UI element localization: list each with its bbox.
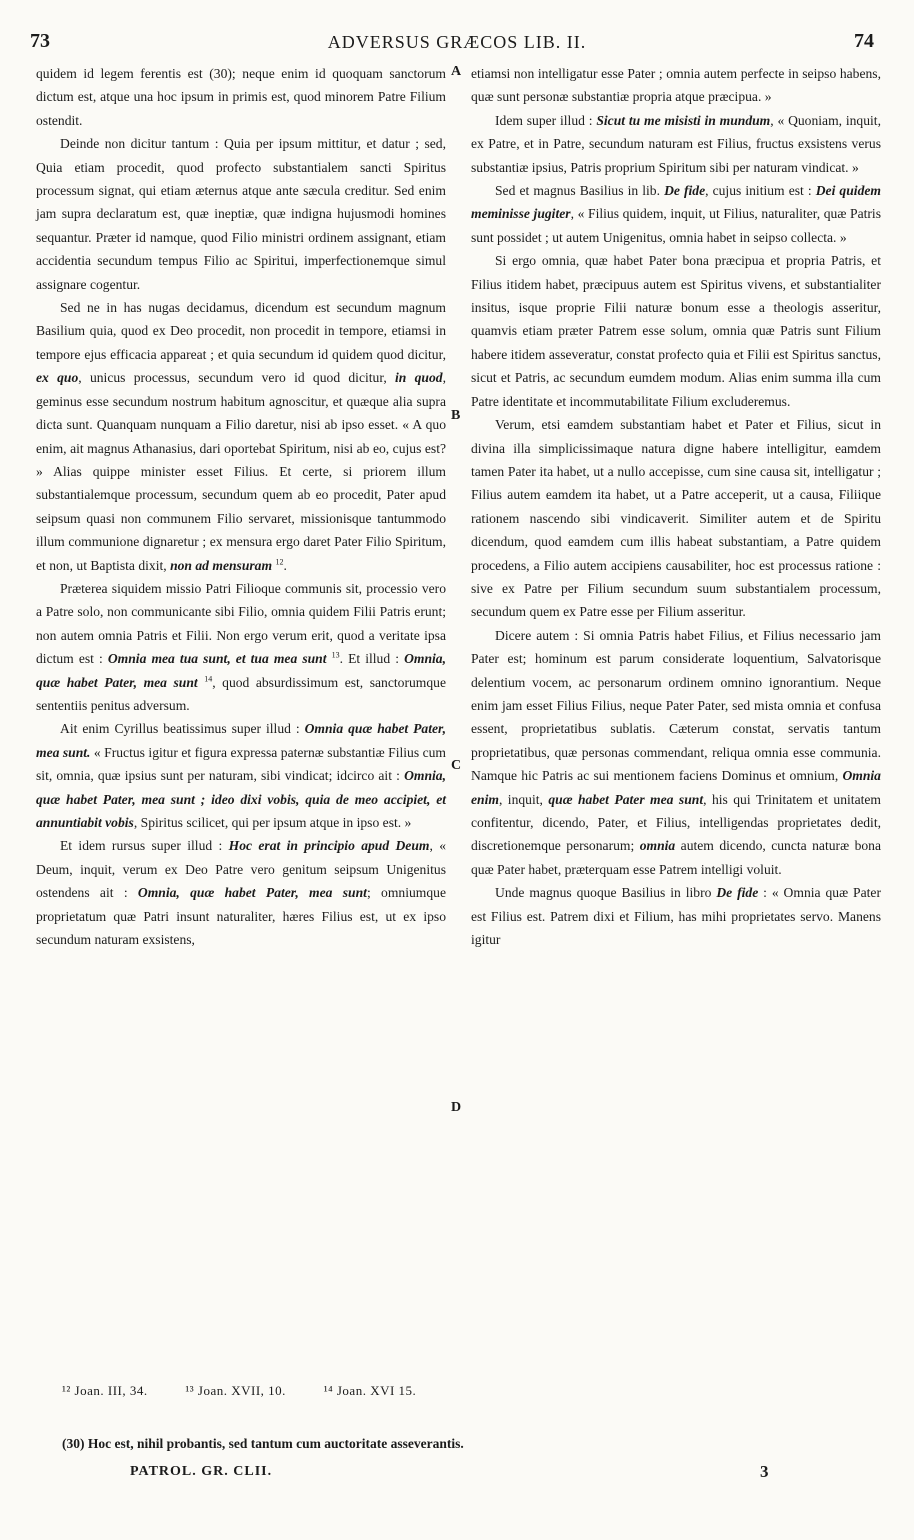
running-header (30, 30, 884, 56)
column-marker-a: A (451, 64, 462, 79)
page-number-right: 74 (854, 30, 874, 52)
left-paragraph-2: Deinde non dicitur tantum : Quia per ipsum mittitur, et datur ; sed, Quia etiam procedit, quod profecto substantialem sancti Spiritus processum signat, qui etiam æternus atque ante sæcula creditur. Sed enim jam supra declaratum est, quæ ineptiæ, quæ indigna hujusmodi homines sequantur. Præter id namque, quod Filio ministri ordinem assignant, etiam accidentia secundum tempus Filio ac Spiritui, imperfectionemque simul assignare cogentur. (36, 136, 446, 292)
footnote-ref-13: 13 (331, 650, 340, 660)
footnote-ref-14: 14 (204, 674, 213, 684)
left-paragraph-6: Et idem rursus super illud : Hoc erat in principio apud Deum, « Deum, inquit, verum ex Deo Patre vero genitum seipsum Unigenitus ostendens ait : Omnia, quæ habet Pater, mea sunt; omniumque proprietatum quæ Patri insunt naturaliter, hæres Filius est, ut ex ipso secundum naturam exsistens, (36, 838, 447, 948)
right-paragraph-2: Idem super illud : Sicut tu me misisti in mundum, « Quoniam, inquit, ex Patre, et in Patre, secundum naturam est Filius, fructus exsistens verus substantiæ ipsius, Patris proprium Spiritum sibi per naturam vindicat. » (471, 112, 881, 175)
right-paragraph-5: Verum, etsi eamdem substantiam habet et Pater et Filius, sicut in divina illa simplicissimaque natura digne habere intelligitur, eamdem tamen Pater ita habet, ut a nullo accepisse, cum sine causa sit, intelligatur ; Filius autem eamdem ita habet, ut a Patre acceperit, ut a causa, Filiique rationem nascendo sibi vindicaverit. Similiter autem et de Spiritu dicendum, quod eamdem cum illis habeat substantiam, a Patre quidem procedens, a Filio autem accipiens causabiliter, hoc est processus ratione : sive ex Patre per Filium secundum suum substantialem processum, secundum quem ex Patre esse per Filium asseritur. (471, 417, 881, 620)
signature-mark: 3 (760, 1462, 769, 1481)
editor-note-30: (30) Hoc est, nihil probantis, sed tantum cum auctoritate asseverantis. (62, 1436, 464, 1451)
right-paragraph-1: etiamsi non intelligatur esse Pater ; omnia autem perfecte in seipso habens, quæ sunt personæ substantiæ propria atque præcipua. » (471, 66, 881, 105)
right-paragraph-4: Si ergo omnia, quæ habet Pater bona præcipua et propria Patris, et Filius itidem habet, præcipuus autem est Spiritus vivens, et substantialiter insitus, isque proprie Filii naturæ bonum esse a theologis asseritur, quamvis etiam præter Patrem esse solum, omnia quæ Patris sunt Filium habere itidem asseveratur, constat profecto quia et Filii est Spiritus sanctus, sicut et Patris, ac secundum eumdem modum. Alias enim summa illa cum Patre identitate et incommutabilitate Filium excluderemus. (471, 253, 881, 409)
footnote-12: ¹² Joan. III, 34. (62, 1383, 148, 1398)
running-title: ADVERSUS GRÆCOS LIB. II. (327, 32, 587, 52)
left-paragraph-3: Sed ne in has nugas decidamus, dicendum est secundum magnum Basilium quia, quod ex Deo procedit, non procedit in tempore, etiamsi in tempore ejus efficacia appareat ; et quia secundum id quidem quod dicitur, ex quo, unicus processus, secundum vero id quod dicitur, in quod, geminus esse secundum nostrum habitum agnoscitur, et quæque alia supra dicta sunt. Quanquam nunquam a Filio daretur, nisi ab ipso esset. « A quo enim, ait magnus Athanasius, dari oportebat Spiritum, nisi ab eo, cujus est? » Alias quippe minister esset Filius. Et certe, si priorem illum substantialemque processum, secundum quem ab eo procedit, Pater apud seipsum quasi non communem Filio servaret, missionisque tantummodo illum communione dignaretur ; ex mensura ergo daret Pater Filio Spiritum, et non, ut Baptista dixit, non ad mensuram $^{12}$. (36, 300, 446, 573)
footnote-13: ¹³ Joan. XVII, 10. (185, 1383, 286, 1398)
imprint: PATROL. GR. CLII. (130, 1464, 273, 1479)
column-marker-c: C (451, 758, 462, 773)
left-paragraph-1: quidem id legem ferentis est (30); neque enim id quoquam sanctorum dictum est, atque una hoc ipsum in primis est, quod minorem Patre Filium ostendit. (36, 66, 446, 128)
page-number-left: 73 (30, 30, 50, 52)
left-paragraph-5: Ait enim Cyrillus beatissimus super illud : Omnia quæ habet Pater, mea sunt. « Fructus igitur et figura expressa paternæ substantiæ Filius cum sit, omnia, quæ ipsius sunt per naturam, sibi vindicat; idcirco ait : Omnia, quæ habet Pater, mea sunt ; ideo dixi vobis, quia de meo accipiet, et annuntiabit vobis, Spiritus scilicet, qui per ipsum atque in ipso est. » (36, 721, 446, 830)
left-paragraph-4: Præterea siquidem missio Patri Filioque communis sit, processio vero a Patre solo, non communicante sibi Filio, omnia quidem Filii Patris erunt; non autem omnia Patris et Filii. Non ergo verum erit, quod a veritate ipsa dictum est : Omnia mea tua sunt, et tua mea sunt $^{13}$. Et illud : Omnia, quæ habet Pater, mea sunt $^{14}$, quod absurdissimum est, sanctorumque sententiis penitus adversum. (36, 580, 447, 713)
footnote-14: ¹⁴ Joan. XVI 15. (323, 1383, 417, 1398)
right-paragraph-6: Dicere autem : Si omnia Patris habet Filius, et Filius necessario jam Pater est; hominum est parum considerate loquentium, Salvatorisque delentium vocem, ac personarum ordinem omnino ignorantium. Neque enim jam esset Filius Filius, neque Pater Pater, sed mista omnia et confusa essent, proprietatibus sublatis. Cæterum constat, servatis tantum proprietatibus, quæ personas commendant, reliqua omnia esse communia. Namque hic Patris ac sui mentionem faciens Dominus et omnium, Omnia enim, inquit, quæ habet Pater mea sunt, his qui Trinitatem et unitatem confitentur, dicendo, Pater, et Filius, intelligendas proprietates dedit, discretionemque personarum; omnia autem dicendo, cuncta naturæ bona quæ Pater habet, præterquam esse Patrem intelligi voluit. (471, 627, 882, 877)
right-paragraph-7: Unde magnus quoque Basilius in libro De fide : « Omnia quæ Pater est Filius est. Patrem dixi et Filium, has mihi proprietates servo. Manens igitur (471, 885, 881, 948)
footnotes (62, 1383, 862, 1399)
column-marker-b: B (451, 408, 461, 423)
footnote-ref-12: 12 (275, 557, 284, 566)
left-column (36, 62, 446, 951)
right-paragraph-3: Sed et magnus Basilius in lib. De fide, cujus initium est : Dei quidem meminisse jugiter, « Filius quidem, inquit, ut Filius, naturaliter, quæ Patris sunt possidet ; ut autem Unigenitus, omnia habet in seipso collecta. » (471, 183, 881, 245)
column-marker-d: D (451, 1100, 462, 1115)
right-column (471, 62, 881, 951)
